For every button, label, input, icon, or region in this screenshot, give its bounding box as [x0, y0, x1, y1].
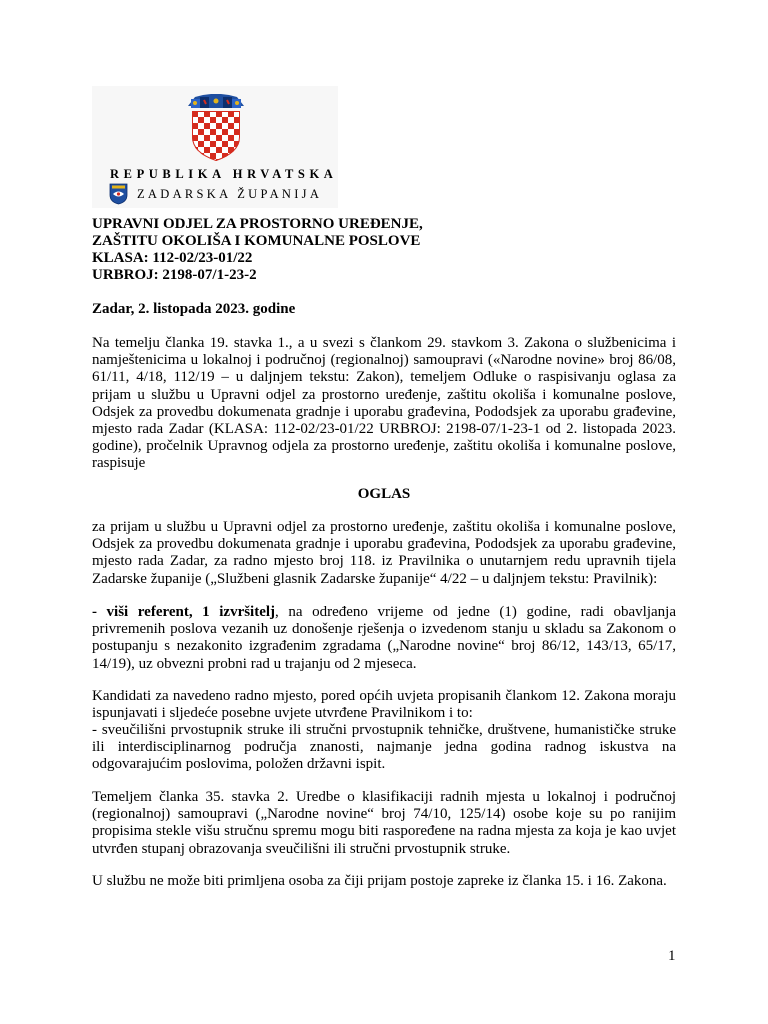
county-emblem-icon [109, 183, 128, 205]
crown-icon [186, 94, 246, 110]
position-title: - viši referent, 1 izvršitelj [92, 604, 276, 620]
urbroj-reference: URBROJ: 2198-07/1-23-2 [92, 267, 257, 283]
requirement-item: - sveučilišni prvostupnik struke ili stručni prvostupnik tehničke, društvene, humanističke struke ili interdisciplinarnog područja znanosti, najmanje jedna godina radnog iskustva na odgovarajućim poslovima, položen državni ispit. [92, 722, 676, 773]
article35-paragraph: Temeljem članka 35. stavka 2. Uredbe o klasifikaciji radnih mjesta u lokalnoj i područnoj (regionalnoj) samoupravi („Narodne novine“ broj 74/10, 125/14) osobe koje su po ranijim propisima stekle višu stručnu spremu mogu biti raspoređene na radna mjesta za koja je kao uvjet utvrđen stupanj obrazovanja sveučilišni ili stručni prvostupnik struke. [92, 789, 676, 857]
klasa-reference: KLASA: 112-02/23-01/22 [92, 250, 253, 266]
position-details: , na određeno vrijeme od jedne (1) godine, radi obavljanja privremenih poslova vezanih uz donošenje rješenja o izvedenom stanju u skladu sa Zakonom o postupanju s nezakonito izgrađenim zgradama („Narodne novine“ broj 86/12, 143/13, 65/17, 14/19), uz obvezni probni rad u trajanju od 2 mjeseca. [92, 604, 676, 672]
position-paragraph [92, 604, 676, 673]
country-name: REPUBLIKA HRVATSKA [110, 167, 338, 181]
place-and-date: Zadar, 2. listopada 2023. godine [92, 301, 296, 317]
intro-paragraph: Na temelju članka 19. stavka 1., a u svezi s člankom 29. stavkom 3. Zakona o službenicima i namještenicima u lokalnoj i područnoj (regionalnoj) samoupravi («Narodne novine» broj 86/08, 61/11, 4/18, 112/19 – u daljnjem tekstu: Zakon), temeljem Odluke o raspisivanju oglasa za prijam u službu u Upravni odjel za prostorno uređenje, zaštitu okoliša i komunalne poslove, Odsjek za provedbu dokumenata gradnje i uporabu građevina, Pododsjek za uporabu građevine, mjesto rada Zadar (KLASA: 112-02/23-01/22 URBROJ: 2198-07/1-23-1 od 2. listopada 2023. godine), pročelnik Upravnog odjela za prostorno uređenje, zaštitu okoliša i komunalne poslove, raspisuje [92, 335, 676, 472]
position-intro-paragraph: za prijam u službu u Upravni odjel za prostorno uređenje, zaštitu okoliša i komunalne poslove, Odsjek za provedbu dokumenata gradnje i uporabu građevina, Pododsjek za uporabu građevine, mjesto rada Zadar, za radno mjesto broj 118. iz Pravilnika o unutarnjem redu upravnih tijela Zadarske županije („Službeni glasnik Zadarske županije“ 4/22 – u daljnjem tekstu: Pravilnik): [92, 519, 676, 587]
county-name: ZADARSKA ŽUPANIJA [137, 187, 323, 201]
department-title-line1: UPRAVNI ODJEL ZA PROSTORNO UREĐENJE, [92, 216, 423, 232]
department-title-line2: ZAŠTITU OKOLIŠA I KOMUNALNE POSLOVE [92, 233, 421, 249]
coat-of-arms-shield [192, 111, 240, 161]
page-number: 1 [668, 948, 676, 964]
requirements-intro-paragraph: Kandidati za navedeno radno mjesto, pored općih uvjeta propisanih člankom 12. Zakona moraju ispunjavati i sljedeće posebne uvjete utvrđene Pravilnikom i to: [92, 688, 676, 722]
exclusion-paragraph: U službu ne može biti primljena osoba za čiji prijam postoje zapreke iz članka 15. i 16. Zakona. [92, 873, 667, 889]
document-heading: OGLAS [357, 486, 411, 502]
